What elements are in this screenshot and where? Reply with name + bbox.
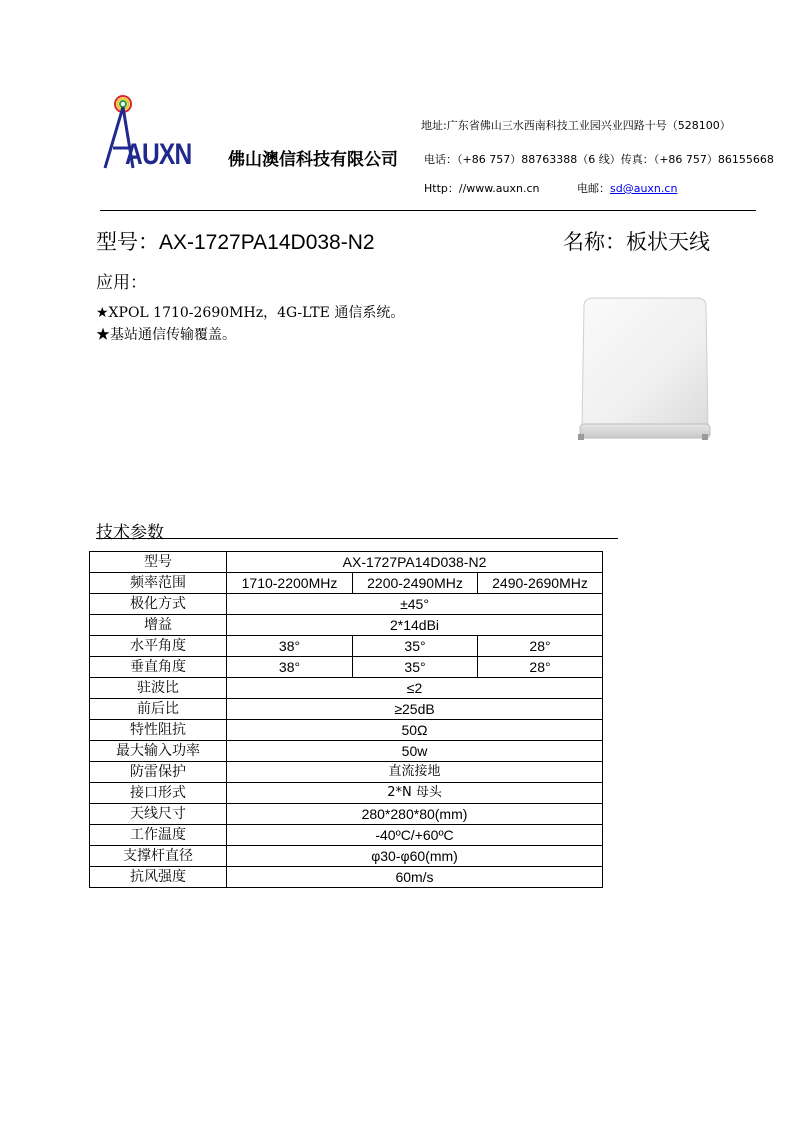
logo-text: AUXN (125, 138, 192, 171)
company-name: 佛山澳信科技有限公司 (228, 150, 398, 170)
spec-row (90, 741, 603, 762)
spec-value: 50Ω (227, 720, 603, 741)
spec-label: 支撑杆直径 (90, 846, 227, 867)
spec-value: -40ºC/+60ºC (227, 825, 603, 846)
model-line (96, 226, 375, 256)
spec-row (90, 804, 603, 825)
spec-value: 35° (353, 657, 478, 678)
spec-value: 38° (227, 657, 353, 678)
spec-value: ±45° (227, 594, 603, 615)
spec-row (90, 594, 603, 615)
spec-value: ≤2 (227, 678, 603, 699)
spec-value: 直流接地 (227, 762, 603, 783)
spec-value: 50w (227, 741, 603, 762)
name-label: 名称： (563, 230, 626, 254)
application-item: ★XPOL 1710-2690MHz，4G-LTE 通信系统。 (96, 305, 405, 321)
spec-table (89, 551, 603, 888)
spec-row (90, 699, 603, 720)
model-label: 型号： (96, 230, 159, 254)
spec-label: 增益 (90, 615, 227, 636)
spec-row (90, 636, 603, 657)
application-item: ★基站通信传输覆盖。 (96, 327, 236, 343)
spec-value: 2490-2690MHz (478, 573, 603, 594)
header-divider (100, 210, 756, 211)
spec-label: 频率范围 (90, 573, 227, 594)
spec-label: 极化方式 (90, 594, 227, 615)
spec-row (90, 825, 603, 846)
model-value: AX-1727PA14D038-N2 (159, 231, 375, 254)
tech-params-heading: 技术参数 (96, 523, 164, 543)
spec-value: 28° (478, 636, 603, 657)
name-value: 板状天线 (626, 230, 710, 254)
panel-antenna-image (576, 296, 712, 446)
spec-label: 接口形式 (90, 783, 227, 804)
spec-value: φ30-φ60(mm) (227, 846, 603, 867)
spec-value: 2200-2490MHz (353, 573, 478, 594)
spec-row (90, 678, 603, 699)
spec-label: 防雷保护 (90, 762, 227, 783)
spec-value: 35° (353, 636, 478, 657)
spec-label: 前后比 (90, 699, 227, 720)
spec-label: 驻波比 (90, 678, 227, 699)
name-line (563, 226, 710, 256)
spec-label: 抗风强度 (90, 867, 227, 888)
spec-label: 型号 (90, 552, 227, 573)
company-address: 地址:广东省佛山三水西南科技工业园兴业四路十号（528100） (421, 119, 731, 132)
spec-label: 特性阻抗 (90, 720, 227, 741)
spec-row (90, 573, 603, 594)
spec-row (90, 657, 603, 678)
product-image (576, 296, 712, 446)
company-email-line (577, 180, 677, 196)
spec-label: 最大输入功率 (90, 741, 227, 762)
spec-label: 天线尺寸 (90, 804, 227, 825)
spec-row (90, 867, 603, 888)
email-label: 电邮： (577, 182, 610, 195)
spec-row (90, 615, 603, 636)
application-heading: 应用： (96, 273, 147, 293)
spec-value: 2*N 母头 (227, 783, 603, 804)
spec-label: 垂直角度 (90, 657, 227, 678)
spec-value: 60m/s (227, 867, 603, 888)
spec-value: 28° (478, 657, 603, 678)
spec-row (90, 783, 603, 804)
company-website[interactable]: Http：//www.auxn.cn (424, 182, 540, 195)
spec-label: 工作温度 (90, 825, 227, 846)
spec-value: AX-1727PA14D038-N2 (227, 552, 603, 573)
spec-value: 1710-2200MHz (227, 573, 353, 594)
spec-row (90, 720, 603, 741)
spec-value: ≥25dB (227, 699, 603, 720)
spec-row (90, 762, 603, 783)
email-link[interactable]: sd@auxn.cn (610, 182, 678, 195)
spec-row (90, 846, 603, 867)
spec-value: 38° (227, 636, 353, 657)
spec-value: 280*280*80(mm) (227, 804, 603, 825)
spec-value: 2*14dBi (227, 615, 603, 636)
spec-label: 水平角度 (90, 636, 227, 657)
tech-params-underline (96, 538, 618, 539)
spec-row (90, 552, 603, 573)
company-phone-fax: 电话：（+86 757）88763388（6 线）传真：（+86 757）86155668 (424, 153, 774, 166)
